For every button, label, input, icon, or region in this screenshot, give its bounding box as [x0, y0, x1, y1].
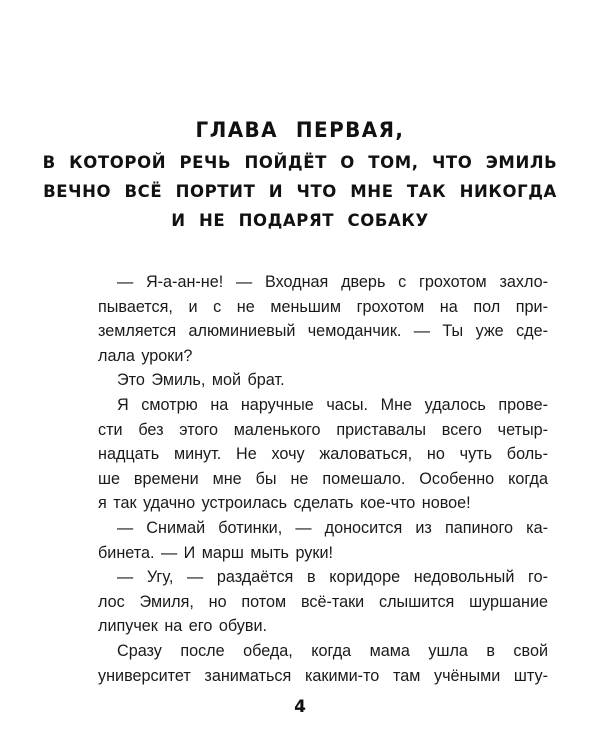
text-line: ше времени мне бы не помешало. Особенно когда [98, 469, 548, 488]
chapter-subtitle-line: ВЕЧНО ВСЁ ПОРТИТ И ЧТО МНЕ ТАК НИКОГДА [43, 182, 557, 201]
text-line: земляется алюминиевый чемоданчик. — Ты уже сде- [98, 322, 548, 341]
text-line: Я смотрю на наручные часы. Мне удалось прове- [117, 395, 548, 414]
text-line: липучек на его обуви. [98, 617, 268, 636]
text-line: пывается, и с не меньшим грохотом на пол при- [98, 297, 548, 316]
text-line: — Я-а-ан-не! — Входная дверь с грохотом захло- [117, 273, 548, 291]
text-line: сти без этого маленького приставалы всего четыр- [98, 420, 548, 439]
page-number: 4 [294, 697, 306, 717]
text-line: я так удачно устроилась сделать кое-что новое! [98, 494, 471, 513]
text-line: Это Эмиль, мой брат. [117, 371, 285, 390]
chapter-heading [0, 116, 600, 235]
text-line: лала уроки? [98, 346, 193, 365]
chapter-subtitle [0, 148, 600, 235]
chapter-subtitle-line: В КОТОРОЙ РЕЧЬ ПОЙДЁТ О ТОМ, ЧТО ЭМИЛЬ [42, 153, 558, 172]
text-line: — Угу, — раздаётся в коридоре недовольный го- [117, 568, 548, 587]
text-line: надцать минут. Не хочу жаловаться, но чуть боль- [98, 445, 548, 464]
body-text [98, 270, 548, 688]
text-line: лос Эмиля, но потом всё-таки слышится шуршание [98, 592, 548, 611]
chapter-title: ГЛАВА ПЕРВАЯ, [195, 118, 405, 142]
text-line: Сразу после обеда, когда мама ушла в свой [117, 641, 548, 660]
chapter-subtitle-line: И НЕ ПОДАРЯТ СОБАКУ [171, 211, 429, 230]
text-line: — Снимай ботинки, — доносится из папиного ка- [117, 518, 548, 537]
text-line: бинета. — И марш мыть руки! [98, 543, 334, 562]
text-line: университет заниматься какими-то там учёными шту- [98, 666, 548, 685]
